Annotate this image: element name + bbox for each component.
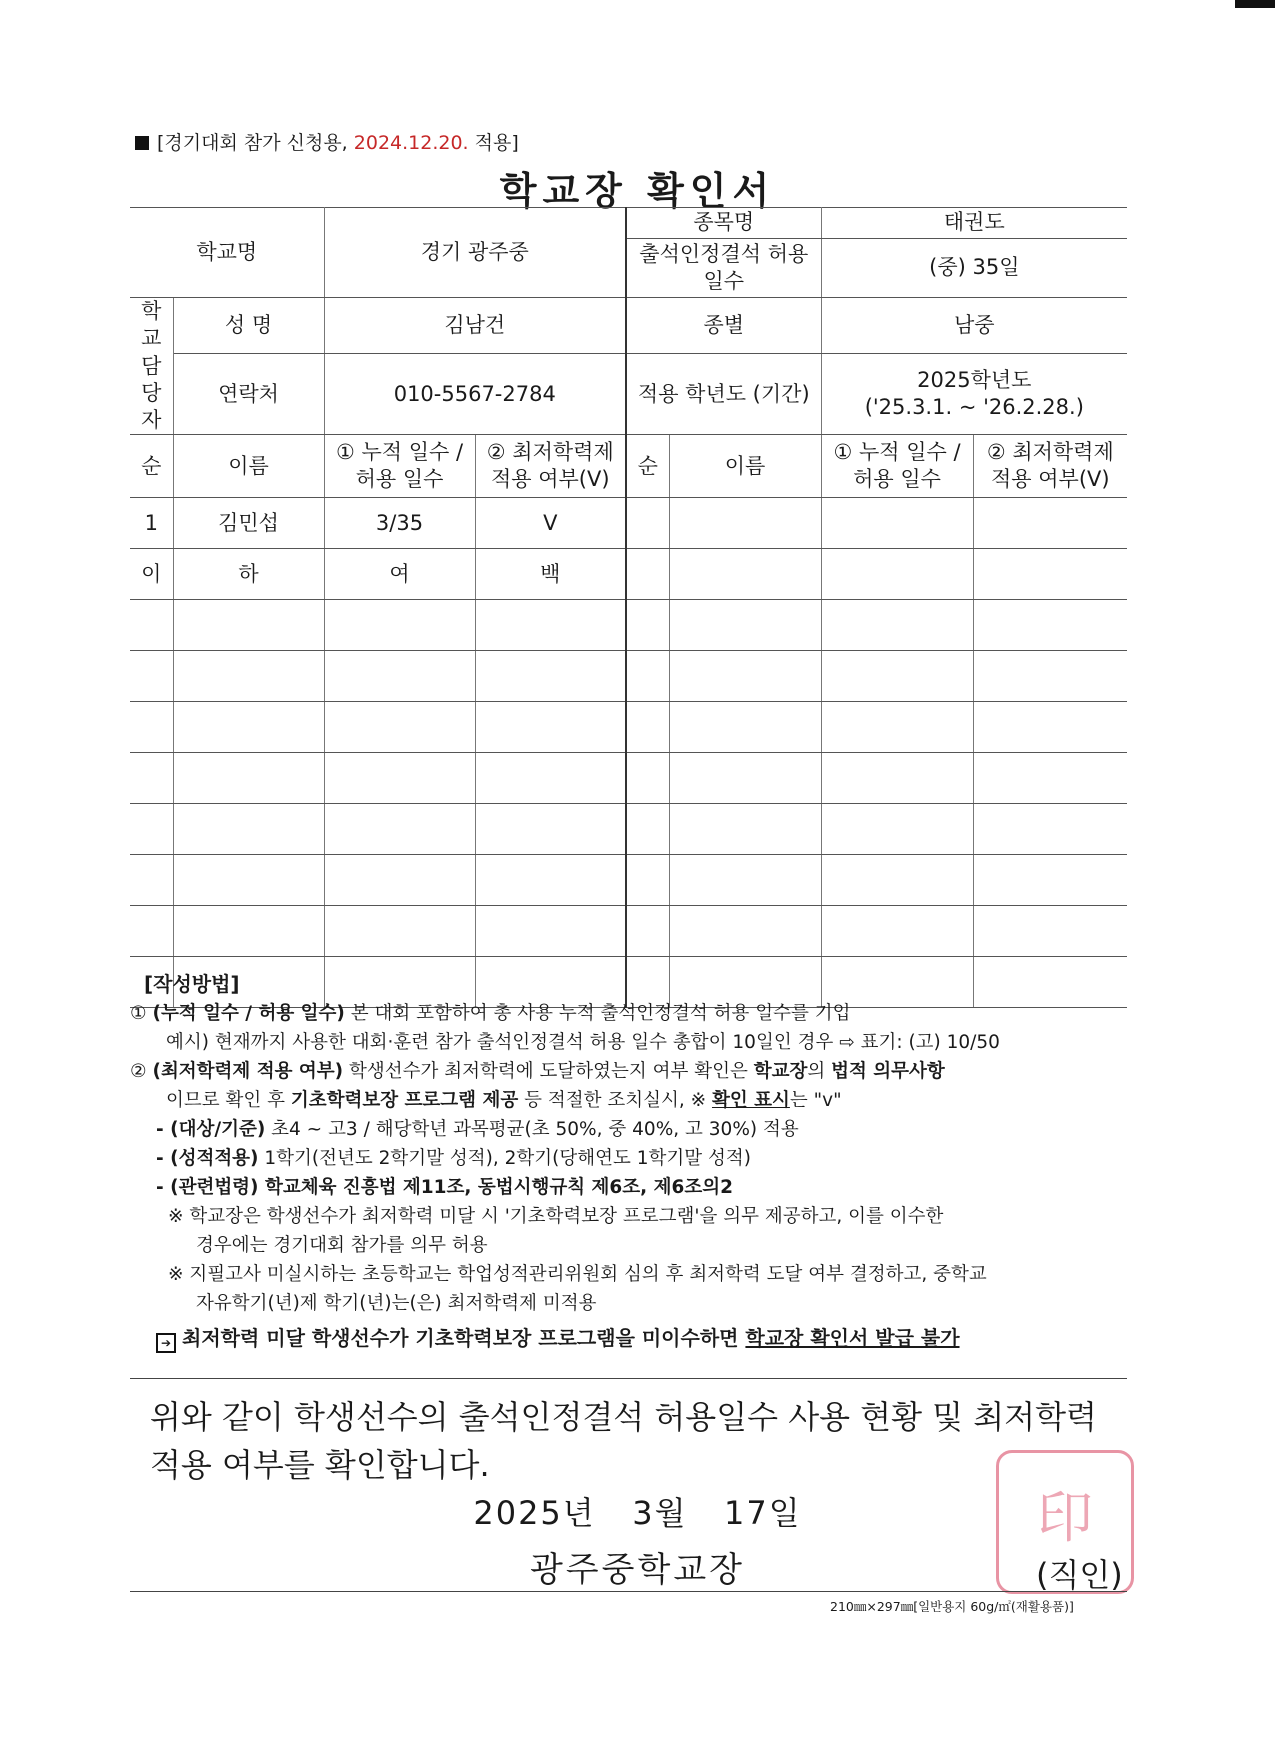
arrow-box-icon: ➔ [156,1333,176,1353]
final-warning: ➔ 최저학력 미달 학생선수가 기초학력보장 프로그램을 미이수하면 학교장 확인서 발급 불가 [130,1324,1130,1353]
form-usage-note: [경기대회 참가 신청용, 2024.12.20. 적용] [135,128,519,155]
attend-label: 출석인정결석 허용 일수 [626,239,821,298]
table-row [130,600,1127,651]
col-name-header: 이름 [669,435,821,498]
table-row: 1 김민섭 3/35 V [130,498,1127,549]
category-value: 남중 [821,298,1127,354]
official-seal-icon: 印 [996,1450,1134,1594]
school-label: 학교명 [130,208,324,298]
table-row [130,651,1127,702]
table-row [130,702,1127,753]
col-min-header: ② 최저학력제 적용 여부(V) [475,435,626,498]
instructions: [작성방법] ① (누적 일수 / 허용 일수) 본 대회 포함하여 총 사용 누적 출석인정결석 허용 일수를 기입 예시) 현재까지 사용한 대회·훈련 참가 출석인정결석 허용 일수 총합이 10일인 경우 ⇨ 표기: (고) 10/50 ② (최저학력제 적용 여부) 학생선수가 최저학력에 도달하였는지 여부 확인은 학교장의 법적 의무사항 이므로 확인 후 기초학력보장 프로그램 제공 등 적절한 조치실시, ※ 확인 표시는 "v" - (대상/기준) 초4 ~ 고3 / 해당학년 과목평균(초 50%, 중 40%, 고 30%) 적용 - (성적적용) 1학기(전년도 2학기말 성적), 2학기(당해연도 1학기말 성적) - (관련법령) 학교체육 진흥법 제11조, 동법시행규칙 제6조, 제6조의2 ※ 학교장은 학생선수가 최저학력 미달 시 '기초학력보장 프로그램'을 의무 제공하고, 이를 이수한 경우에는 경기대회 참가를 의무 허용 ※ 지필고사 미실시하는 초등학교는 학업성적관리위원회 심의 후 최저학력 도달 여부 결정하고, 중학교 자유학기(년)제 학기(년)는(은) 최저학력제 미적용 ➔ 최저학력 미달 학생선수가 기초학력보장 프로그램을 미이수하면 학교장 확인서 발급 불가 [130,970,1130,1353]
col-days-header: ① 누적 일수 / 허용 일수 [324,435,475,498]
page-title: 학교장 확인서 [499,169,776,213]
square-bullet-icon [135,136,149,150]
seal-label: (직인) [1036,1556,1123,1594]
contact-value: 010-5567-2784 [324,353,626,435]
divider [130,1378,1127,1379]
school-value: 경기 광주중 [324,208,626,298]
attend-value: (중) 35일 [821,239,1127,298]
col-name-header: 이름 [173,435,324,498]
col-days-header: ① 누적 일수 / 허용 일수 [821,435,973,498]
col-no-header: 순 [130,435,173,498]
divider [130,1591,1127,1592]
table-row [130,804,1127,855]
confirmation-table [130,207,1127,1008]
table-row [130,855,1127,906]
manager-label: 학교 담당자 [130,298,173,435]
paper-spec: 210㎜×297㎜[일반용지 60g/㎡(재활용품)] [830,1599,1074,1614]
year-value: 2025학년도 ('25.3.1. ~ '26.2.28.) [821,353,1127,435]
issue-date: 2025년 3월 17일 [473,1494,802,1532]
confirmation-statement: 위와 같이 학생선수의 출석인정결석 허용일수 사용 현황 및 최저학력 적용 여부를 확인합니다. [150,1398,1097,1484]
col-no-header: 순 [626,435,669,498]
apply-date: 2024.12.20. [353,132,469,154]
event-value: 태권도 [821,208,1127,239]
year-period: ('25.3.1. ~ '26.2.28.) [864,395,1084,420]
name-value: 김남건 [324,298,626,354]
instructions-heading: [작성방법] [144,972,240,996]
table-row [130,753,1127,804]
corner-mark [1235,0,1275,8]
contact-label: 연락처 [173,353,324,435]
table-row [130,906,1127,957]
col-min-header: ② 최저학력제 적용 여부(V) [973,435,1127,498]
event-label: 종목명 [626,208,821,239]
category-label: 종별 [626,298,821,354]
name-label: 성 명 [173,298,324,354]
year-label: 적용 학년도 (기간) [626,353,821,435]
principal-title: 광주중학교장 [529,1550,746,1590]
table-row: 이 하 여 백 [130,549,1127,600]
